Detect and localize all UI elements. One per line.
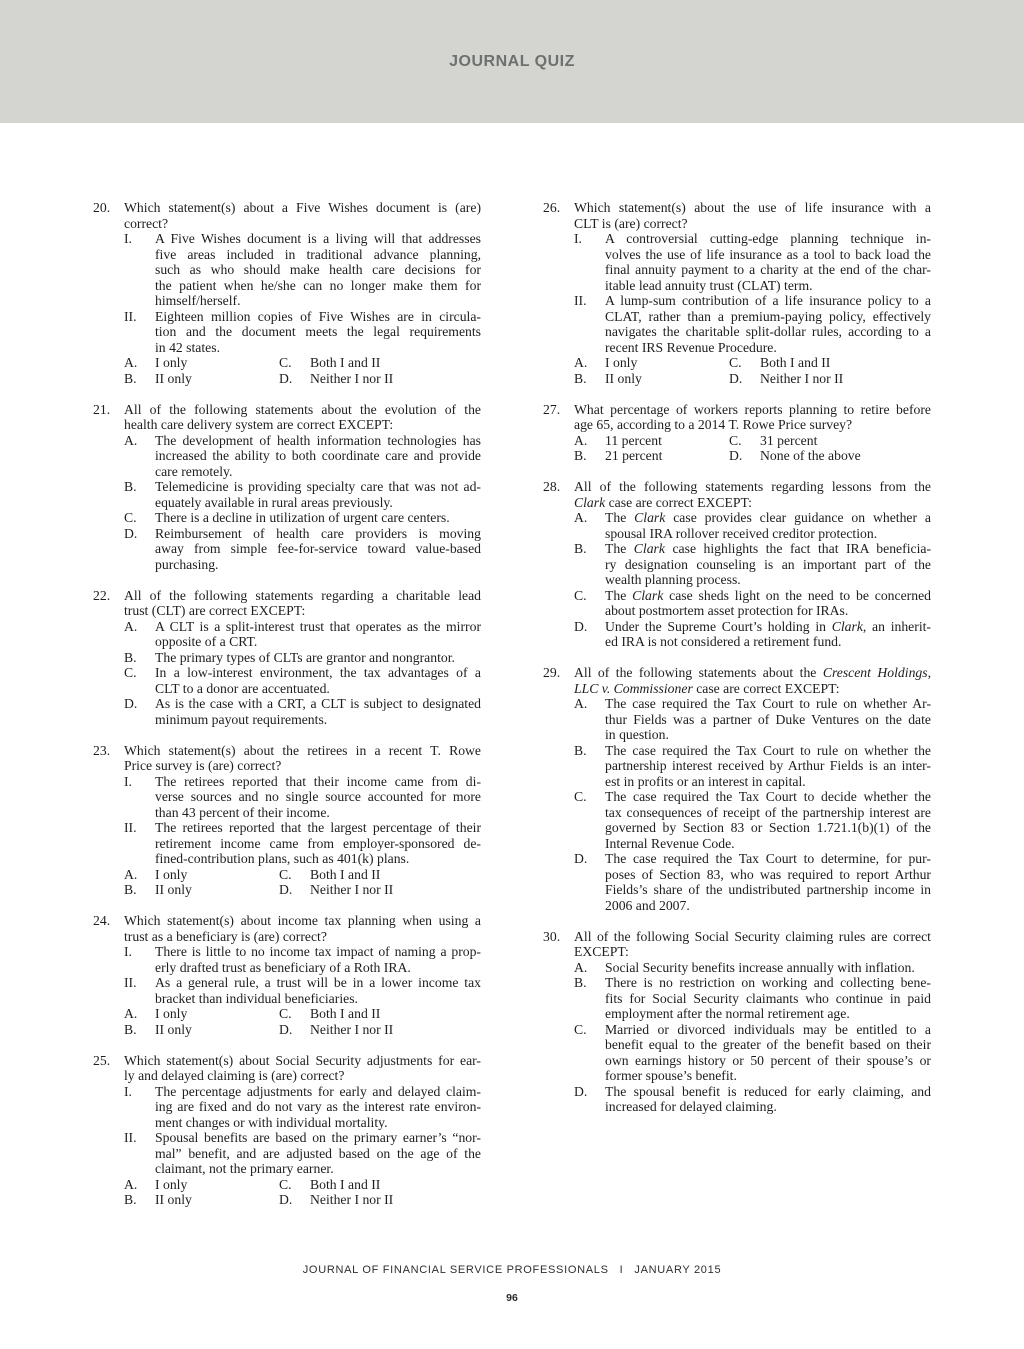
option [729, 433, 931, 449]
statement [574, 231, 931, 293]
statement-line: recent IRS Revenue Procedure. [605, 339, 777, 355]
option [124, 479, 481, 510]
option-line: The case required the Tax Court to rule on whether Ar- [605, 696, 931, 711]
option-line: est in profits or an interest in capital. [605, 773, 806, 789]
question-24 [93, 913, 481, 1037]
option-label: B. [124, 370, 137, 386]
statement-line: such as who should make health care decisions for [155, 262, 481, 277]
option-label: D. [729, 448, 743, 463]
option-label: A. [124, 355, 138, 370]
question-stem-line [574, 495, 931, 511]
option [124, 867, 279, 883]
statement [124, 309, 481, 356]
option-line: Telemedicine is providing specialty care that was not ad- [155, 479, 481, 494]
option [574, 743, 931, 790]
statement-line: itable lead annuity trust (CLAT) term. [605, 277, 813, 293]
statement-line: As a general rule, a trust will be in a lower income tax [155, 975, 481, 990]
question-stem-line: age 65, according to a 2014 T. Rowe Price survey? [574, 417, 853, 432]
question-21 [93, 402, 481, 573]
option [729, 448, 931, 464]
option-line: The primary types of CLTs are grantor and nongrantor. [155, 649, 455, 665]
statement-line: navigates the charitable split-dollar rules, according to a [605, 324, 931, 339]
option-line: Both I and II [310, 866, 381, 882]
question-28 [543, 479, 931, 650]
question-number: 26. [543, 200, 561, 215]
option-line: governed by Section 83 or Section 1.721.1(b)(1) of the [605, 820, 931, 835]
option-label: B. [574, 370, 587, 386]
statement-line: A lump-sum contribution of a life insurance policy to a [605, 293, 931, 308]
option [124, 1022, 279, 1038]
question-27 [543, 402, 931, 464]
italic-case-name: LLC v. Commissioner [574, 680, 693, 696]
option [574, 789, 931, 851]
option-label: B. [124, 479, 137, 494]
option-line: 31 percent [760, 432, 818, 448]
option-label: B. [124, 1192, 137, 1207]
option [574, 851, 931, 913]
text-run: case are correct EXCEPT: [605, 494, 752, 510]
option-line: ed IRA is not considered a retirement fund. [605, 634, 842, 649]
option [124, 650, 481, 666]
question-stem-line: Which statement(s) about Social Security adjustments for ear- [124, 1052, 481, 1068]
statement-label: II. [574, 293, 587, 308]
question-stem-line: Which statement(s) about the retirees in a recent T. Rowe [124, 742, 481, 758]
option-line: I only [605, 355, 638, 370]
statement-line: fined-contribution plans, such as 401(k) plans. [155, 851, 410, 866]
option [279, 371, 481, 387]
option-label: C. [729, 432, 742, 448]
question-stem-line: Which statement(s) about the use of life insurance with a [574, 200, 931, 215]
question-stem-line: trust (CLT) are correct EXCEPT: [124, 603, 306, 618]
statement-line: Eighteen million copies of Five Wishes are in circula- [155, 308, 481, 324]
option-line: The case required the Tax Court to rule on whether the [605, 742, 931, 758]
question-stem-line: Price survey is (are) correct? [124, 758, 282, 773]
option-label: C. [729, 355, 742, 370]
question-stem-line: All of the following statements regarding lessons from the [574, 479, 931, 494]
option-label: B. [124, 1021, 137, 1037]
text-run: Under the Supreme Court’s holding in [605, 618, 832, 634]
option-label: C. [279, 866, 292, 882]
text-run: , an inherit- [862, 618, 931, 634]
question-number: 27. [543, 401, 561, 417]
option-line: Fields’s share of the undistributed partnership income in [605, 882, 931, 897]
option-line: employment after the normal retirement age. [605, 1006, 850, 1021]
option-line [605, 588, 931, 604]
answer-options [574, 510, 931, 650]
option-line: CLT to a donor are accentuated. [155, 680, 330, 696]
question-stem-line: EXCEPT: [574, 944, 629, 959]
italic-case-name: Clark [632, 587, 664, 603]
question-number: 23. [93, 742, 111, 758]
option [279, 355, 481, 371]
header-band [0, 0, 1024, 123]
option-line: increased for delayed claiming. [605, 1099, 777, 1114]
option-line: I only [155, 355, 188, 370]
option-label: A. [124, 432, 138, 448]
option-line: A CLT is a split-interest trust that operates as the mirror [155, 618, 481, 634]
option [574, 355, 729, 371]
question-stem-line: What percentage of workers reports planning to retire before [574, 401, 931, 417]
statement-line: claimant, not the primary earner. [155, 1161, 334, 1176]
option-line: The spousal benefit is reduced for early claiming, and [605, 1083, 931, 1099]
statement [124, 1084, 481, 1131]
statement [124, 975, 481, 1006]
option-label: A. [124, 618, 138, 634]
italic-case-name: Crescent Holdings, [822, 665, 932, 680]
statement-label: II. [124, 1130, 137, 1145]
option-line: II only [155, 370, 192, 386]
option-label: C. [574, 1021, 587, 1037]
statement-label: II. [124, 820, 137, 835]
option [124, 526, 481, 573]
option [574, 541, 931, 588]
question-stem-line [574, 665, 931, 681]
option-label: B. [574, 975, 587, 990]
option-line: ry designation counseling is an important part of the [605, 556, 931, 572]
question-number: 22. [93, 587, 111, 603]
italic-case-name: Clark [574, 494, 606, 510]
option-label: B. [574, 541, 587, 556]
option-label: D. [729, 370, 743, 386]
question-25 [93, 1053, 481, 1208]
option-line [605, 541, 931, 557]
option-line: opposite of a CRT. [155, 634, 258, 649]
option-line: wealth planning process. [605, 572, 741, 587]
italic-case-name: Clark [831, 618, 863, 634]
option-label: A. [124, 1006, 138, 1021]
question-number: 30. [543, 928, 561, 944]
statement-line: verse sources and no single source accounted for more [155, 789, 481, 804]
option-label: D. [124, 525, 138, 541]
question-22 [93, 588, 481, 728]
option-line: thur Fields was a partner of Duke Ventures on the date [605, 711, 931, 727]
option-label: A. [574, 959, 588, 975]
option-line: The case required the Tax Court to decide whether the [605, 789, 931, 804]
question-stem-line: All of the following statements regarding a charitable lead [124, 587, 481, 603]
italic-case-name: Clark [633, 541, 665, 556]
statement [574, 293, 931, 355]
text-run: The [605, 587, 633, 603]
option-label: C. [574, 587, 587, 603]
option-label: B. [574, 742, 587, 758]
option-line: I only [155, 1006, 188, 1021]
option [574, 619, 931, 650]
option-line: There is a decline in utilization of urgent care centers. [155, 510, 450, 525]
question-stem-line: Which statement(s) about a Five Wishes document is (are) [124, 200, 481, 215]
page-header-title: JOURNAL QUIZ [449, 53, 575, 70]
statement-line: A controversial cutting-edge planning technique in- [605, 231, 931, 246]
option-line: II only [155, 882, 192, 897]
option-line: about postmortem asset protection for IRAs. [605, 603, 849, 618]
text-run: All of the following statements about the [574, 665, 823, 680]
statement [124, 944, 481, 975]
question-stem-line: trust as a beneficiary is (are) correct? [124, 928, 327, 944]
option-label: C. [279, 355, 292, 370]
option-line: Both I and II [310, 1006, 381, 1021]
option-label: A. [574, 696, 588, 711]
option-line: Neither I nor II [310, 1192, 394, 1207]
option-line: Internal Revenue Code. [605, 835, 735, 851]
statement-line: the patient when he/she can no longer make them for [155, 277, 481, 293]
footer-separator: I [619, 1264, 624, 1276]
option-label: B. [124, 882, 137, 897]
option-label: D. [279, 882, 293, 897]
option-line: In a low-interest environment, the tax advantages of a [155, 665, 481, 680]
statement-line: volves the use of life insurance as a tool to back load the [605, 246, 931, 262]
statement-line: in 42 states. [155, 339, 221, 355]
option [279, 867, 481, 883]
question-stem-line: correct? [124, 215, 169, 231]
answer-options [124, 867, 481, 898]
option-line: own earnings history or 50 percent of their spouse’s or [605, 1052, 931, 1068]
question-30 [543, 929, 931, 1115]
question-stem-line: All of the following Social Security claiming rules are correct [574, 928, 931, 944]
statement-line: A Five Wishes document is a living will that addresses [155, 231, 481, 246]
option-line: 11 percent [605, 432, 662, 448]
option [279, 1177, 481, 1193]
option [729, 355, 931, 371]
option [279, 1192, 481, 1208]
statement-line: retirement income came from employer-sponsored de- [155, 835, 481, 851]
question-stem-line [574, 681, 931, 697]
option-line: former spouse’s benefit. [605, 1068, 737, 1083]
option-line: None of the above [760, 448, 861, 463]
option [729, 371, 931, 387]
option-label: D. [574, 618, 588, 634]
question-stem-line: CLT is (are) correct? [574, 215, 688, 231]
option-label: C. [574, 789, 587, 804]
option-line: poses of Section 83, who was required to report Arthur [605, 866, 931, 882]
option-line: partnership interest received by Arthur Fields is an inter- [605, 758, 931, 773]
question-number: 29. [543, 665, 561, 680]
option [124, 665, 481, 696]
statement-label: II. [124, 308, 137, 324]
statement-label: I. [124, 773, 132, 789]
option-label: C. [124, 510, 137, 525]
option [574, 433, 729, 449]
answer-options [124, 433, 481, 573]
statement-line: mal” benefit, and are adjusted based on the age of the [155, 1145, 481, 1161]
option-label: C. [279, 1006, 292, 1021]
option [124, 371, 279, 387]
answer-options [574, 696, 931, 913]
statement-line: CLAT, rather than a premium-paying policy, effectively [605, 308, 931, 324]
statement-line: The percentage adjustments for early and delayed claim- [155, 1083, 481, 1099]
option [574, 1084, 931, 1115]
option-line: Social Security benefits increase annually with inflation. [605, 959, 915, 975]
issue-date: JANUARY 2015 [634, 1264, 722, 1276]
statement-line: bracket than individual beneficiaries. [155, 990, 358, 1006]
statement-line: tion and the document meets the legal requirements [155, 324, 481, 339]
footer-running-title [0, 1262, 1024, 1278]
option-label: A. [574, 432, 588, 448]
option-line: The case required the Tax Court to determine, for pur- [605, 851, 931, 866]
option-line: benefit equal to the greater of the benefit based on their [605, 1037, 931, 1052]
option-label: A. [574, 510, 588, 525]
journal-name: JOURNAL OF FINANCIAL SERVICE PROFESSIONALS [302, 1264, 609, 1276]
option [574, 588, 931, 619]
statement-line: The retirees reported that their income came from di- [155, 773, 481, 789]
option-label: C. [279, 1176, 292, 1192]
text-run: The [605, 510, 635, 525]
question-number: 28. [543, 479, 561, 494]
question-number: 20. [93, 200, 111, 215]
statement-line: Spousal benefits are based on the primary earner’s “nor- [155, 1130, 481, 1145]
answer-options [124, 619, 481, 728]
option-line: Neither I nor II [310, 882, 394, 897]
option [574, 371, 729, 387]
statement-line: There is little to no income tax impact of naming a prop- [155, 944, 481, 959]
statement-label: II. [124, 975, 137, 990]
option-line: fits for Social Security claimants who continue in paid [605, 990, 931, 1006]
option-line: Reimbursement of health care providers is moving [155, 525, 481, 541]
option [124, 1006, 279, 1022]
statement-line: five areas included in traditional advance planning, [155, 246, 481, 262]
statement-label: I. [574, 231, 582, 246]
option-line: I only [155, 1176, 188, 1192]
option [574, 975, 931, 1022]
option-line: equately available in rural areas previously. [155, 494, 393, 510]
option-line: II only [155, 1192, 192, 1207]
option-line: As is the case with a CRT, a CLT is subject to designated [155, 696, 481, 711]
text-run: The [605, 541, 634, 556]
option-line: purchasing. [155, 556, 219, 572]
option [279, 1006, 481, 1022]
question-stem-line: ly and delayed claiming is (are) correct? [124, 1068, 345, 1083]
option-label: D. [279, 1192, 293, 1207]
italic-case-name: Clark [634, 510, 666, 525]
option-line: II only [605, 370, 642, 386]
option [574, 448, 729, 464]
option-label: D. [124, 696, 138, 711]
option-line: Both I and II [760, 355, 831, 370]
option [279, 1022, 481, 1038]
left-column [93, 200, 481, 1223]
text-run: case highlights the fact that IRA beneficia- [664, 541, 932, 556]
option-line: Both I and II [310, 1176, 381, 1192]
question-stem-line: Which statement(s) about income tax planning when using a [124, 913, 481, 928]
option [124, 696, 481, 727]
option-line: Both I and II [310, 355, 381, 370]
option [124, 433, 481, 480]
statement-line: erly drafted trust as beneficiary of a Roth IRA. [155, 959, 411, 975]
option-line: Neither I nor II [310, 1021, 394, 1037]
statement-line: The retirees reported that the largest percentage of their [155, 820, 481, 835]
option-label: D. [279, 1021, 293, 1037]
statement-line: than 43 percent of their income. [155, 804, 330, 820]
option [124, 355, 279, 371]
option-line: II only [155, 1021, 192, 1037]
option [279, 882, 481, 898]
option-line: I only [155, 866, 188, 882]
option-label: C. [124, 665, 137, 680]
text-run: case sheds light on the need to be concerned [663, 587, 931, 603]
option [124, 619, 481, 650]
option-label: A. [124, 866, 138, 882]
option [124, 510, 481, 526]
option [574, 1022, 931, 1084]
option-line: 21 percent [605, 448, 663, 463]
option-label: D. [279, 370, 293, 386]
page-number: 96 [506, 1292, 518, 1304]
statement-label: I. [124, 944, 132, 959]
option-line: Married or divorced individuals may be entitled to a [605, 1021, 931, 1037]
option [124, 882, 279, 898]
option-line: minimum payout requirements. [155, 711, 328, 727]
question-stem-line: health care delivery system are correct EXCEPT: [124, 417, 394, 432]
option [574, 510, 931, 541]
option-label: D. [574, 1083, 588, 1099]
statement-line: ment changes or with individual mortality. [155, 1114, 388, 1130]
option-line: Neither I nor II [310, 370, 394, 386]
option [124, 1177, 279, 1193]
option-line: There is no restriction on working and collecting bene- [605, 975, 931, 990]
question-26 [543, 200, 931, 386]
statement-line: final annuity payment to a charity at the end of the char- [605, 262, 931, 277]
statement-line: ing are fixed and do not vary as the interest rate environ- [155, 1099, 481, 1114]
question-number: 25. [93, 1052, 111, 1068]
question-number: 21. [93, 401, 111, 417]
statement-label: I. [124, 1083, 132, 1099]
text-run: case provides clear guidance on whether a [665, 510, 931, 525]
option [574, 696, 931, 743]
option-line [605, 619, 931, 635]
option-line [605, 510, 931, 526]
option-line: increased the ability to both coordinate care and provide [155, 448, 481, 463]
answer-options [124, 1177, 481, 1208]
statement [124, 231, 481, 309]
option-line: tax consequences of receipt of the partnership interest are [605, 804, 931, 820]
option-label: D. [574, 851, 588, 866]
option-line: in question. [605, 727, 669, 742]
question-29 [543, 665, 931, 913]
statement [124, 1130, 481, 1177]
option-line: care remotely. [155, 463, 233, 479]
statement [124, 774, 481, 821]
text-run: case are correct EXCEPT: [692, 680, 840, 696]
option-label: A. [124, 1176, 138, 1192]
option-label: A. [574, 355, 588, 370]
answer-options [574, 960, 931, 1115]
statement-label: I. [124, 231, 132, 246]
answer-options [124, 1006, 481, 1037]
question-stem-line: All of the following statements about the evolution of the [124, 401, 481, 417]
option-line: The development of health information technologies has [155, 432, 481, 448]
question-23 [93, 743, 481, 898]
option-label: B. [574, 448, 587, 463]
option [124, 1192, 279, 1208]
question-number: 24. [93, 913, 111, 928]
option-line: spousal IRA rollover received creditor protection. [605, 525, 878, 541]
option-label: B. [124, 649, 137, 665]
right-column [543, 200, 931, 1130]
answer-options [574, 355, 931, 386]
question-20 [93, 200, 481, 386]
option [574, 960, 931, 976]
answer-options [574, 433, 931, 464]
answer-options [124, 355, 481, 386]
option-line: 2006 and 2007. [605, 897, 690, 913]
statement-line: himself/herself. [155, 293, 241, 308]
statement [124, 820, 481, 867]
option-line: away from simple fee-for-service toward value-based [155, 541, 481, 556]
option-line: Neither I nor II [760, 370, 844, 386]
